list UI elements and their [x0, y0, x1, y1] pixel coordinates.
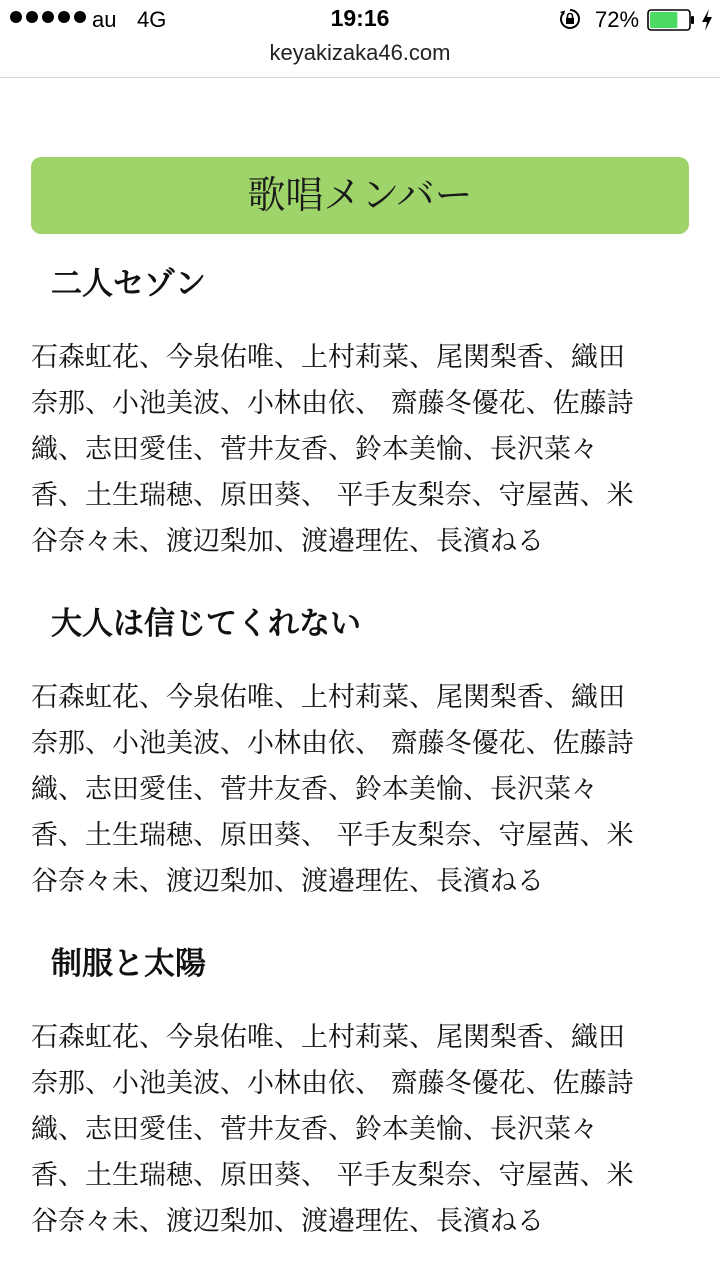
- members-line: 香、土生瑞穂、原田葵、 平手友梨奈、守屋茜、米: [31, 480, 634, 511]
- members-line: 香、土生瑞穂、原田葵、 平手友梨奈、守屋茜、米: [31, 820, 634, 851]
- members-line: 谷奈々未、渡辺梨加、渡邉理佐、長濱ねる: [31, 866, 544, 897]
- members-line: 石森虹花、今泉佑唯、上村莉菜、尾関梨香、織田: [31, 342, 625, 373]
- members-line: 奈那、小池美波、小林由依、 齋藤冬優花、佐藤詩: [31, 388, 634, 419]
- members-line: 石森虹花、今泉佑唯、上村莉菜、尾関梨香、織田: [31, 682, 625, 713]
- members-line: 谷奈々未、渡辺梨加、渡邉理佐、長濱ねる: [31, 526, 544, 557]
- status-time: 19:16: [330, 5, 390, 31]
- song-title: 制服と太陽: [51, 946, 206, 982]
- song-members: [31, 1015, 691, 1245]
- charging-bolt-icon: [700, 8, 714, 32]
- url-domain: keyakizaka46.com: [269, 40, 451, 65]
- members-line: 香、土生瑞穂、原田葵、 平手友梨奈、守屋茜、米: [31, 1160, 634, 1191]
- members-line: 奈那、小池美波、小林由依、 齋藤冬優花、佐藤詩: [31, 1068, 634, 1099]
- address-bar[interactable]: [0, 37, 720, 78]
- members-line: 織、志田愛佳、菅井友香、鈴本美愉、長沢菜々: [31, 434, 598, 465]
- members-line: 谷奈々未、渡辺梨加、渡邉理佐、長濱ねる: [31, 1206, 544, 1237]
- battery-percent: 72%: [595, 7, 640, 32]
- carrier-name: au: [92, 7, 117, 32]
- members-line: 奈那、小池美波、小林由依、 齋藤冬優花、佐藤詩: [31, 728, 634, 759]
- members-line: 織、志田愛佳、菅井友香、鈴本美愉、長沢菜々: [31, 1114, 598, 1145]
- song-title: 大人は信じてくれない: [51, 606, 361, 642]
- members-line: 織、志田愛佳、菅井友香、鈴本美愉、長沢菜々: [31, 774, 598, 805]
- song-title: 二人セゾン: [51, 266, 206, 302]
- song-members: [31, 335, 691, 565]
- status-bar: [0, 0, 720, 40]
- battery-icon: [647, 9, 695, 31]
- members-line: 石森虹花、今泉佑唯、上村莉菜、尾関梨香、織田: [31, 1022, 625, 1053]
- song-members: [31, 675, 691, 905]
- rotation-lock-icon: [559, 8, 581, 30]
- network-type: 4G: [137, 7, 167, 32]
- section-banner: 歌唱メンバー: [31, 157, 689, 234]
